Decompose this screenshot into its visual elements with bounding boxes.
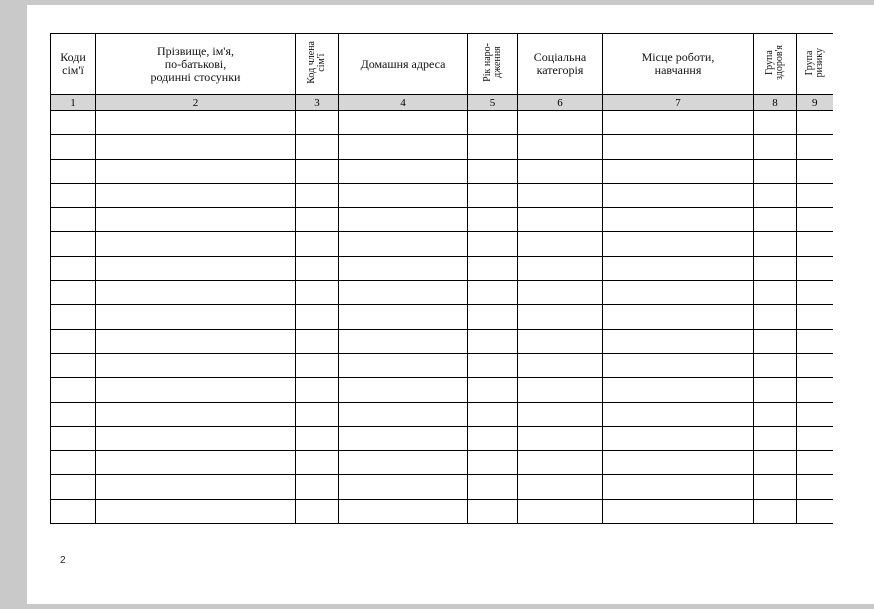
table-cell[interactable] [603, 159, 754, 183]
table-cell[interactable] [51, 499, 96, 523]
table-cell[interactable] [339, 256, 468, 280]
table-cell[interactable] [96, 499, 296, 523]
table-cell[interactable] [754, 378, 797, 402]
column-number: 7 [603, 95, 754, 111]
table-cell[interactable] [754, 135, 797, 159]
table-cell[interactable] [754, 232, 797, 256]
table-cell[interactable] [468, 475, 518, 499]
table-row [51, 426, 833, 450]
table-cell[interactable] [754, 281, 797, 305]
table-cell[interactable] [339, 135, 468, 159]
table-cell[interactable] [518, 402, 603, 426]
table-cell[interactable] [797, 353, 833, 377]
table-cell[interactable] [339, 281, 468, 305]
table-cell[interactable] [468, 135, 518, 159]
table-cell[interactable] [468, 232, 518, 256]
table-cell[interactable] [603, 329, 754, 353]
column-number: 4 [339, 95, 468, 111]
table-cell[interactable] [468, 111, 518, 135]
table-cell[interactable] [754, 329, 797, 353]
col-header-health-group: Група здоров'я [754, 34, 797, 95]
table-cell[interactable] [339, 451, 468, 475]
table-cell[interactable] [339, 208, 468, 232]
table-cell[interactable] [468, 353, 518, 377]
column-number: 2 [96, 95, 296, 111]
table-cell[interactable] [603, 208, 754, 232]
table-cell[interactable] [603, 353, 754, 377]
table-cell[interactable] [51, 426, 96, 450]
table-cell[interactable] [296, 232, 339, 256]
table-row [51, 281, 833, 305]
table-cell[interactable] [468, 329, 518, 353]
table-cell[interactable] [51, 305, 96, 329]
col-header-risk-group: Група ризику [797, 34, 833, 95]
table-cell[interactable] [96, 378, 296, 402]
table-cell[interactable] [797, 183, 833, 207]
col-header-name: Прізвище, ім'я, по-батькові, родинні стосунки [96, 34, 296, 95]
table-cell[interactable] [339, 329, 468, 353]
table-cell[interactable] [797, 426, 833, 450]
table-cell[interactable] [754, 183, 797, 207]
table-row [51, 402, 833, 426]
table-cell[interactable] [468, 159, 518, 183]
table-cell[interactable] [51, 475, 96, 499]
table-cell[interactable] [754, 353, 797, 377]
column-number: 9 [797, 95, 833, 111]
table-cell[interactable] [296, 451, 339, 475]
table-cell[interactable] [468, 499, 518, 523]
table-cell[interactable] [518, 256, 603, 280]
table-cell[interactable] [797, 256, 833, 280]
table-cell[interactable] [51, 402, 96, 426]
table-cell[interactable] [96, 402, 296, 426]
table-cell[interactable] [296, 353, 339, 377]
table-cell[interactable] [96, 232, 296, 256]
table-cell[interactable] [51, 111, 96, 135]
table-cell[interactable] [754, 499, 797, 523]
table-cell[interactable] [96, 159, 296, 183]
table-cell[interactable] [339, 305, 468, 329]
table-cell[interactable] [96, 208, 296, 232]
col-header-family-code: Коди сім'ї [51, 34, 96, 95]
table-cell[interactable] [339, 159, 468, 183]
register-table [50, 33, 833, 524]
table-cell[interactable] [797, 451, 833, 475]
table-cell[interactable] [468, 281, 518, 305]
table-row [51, 135, 833, 159]
table-cell[interactable] [339, 353, 468, 377]
table-cell[interactable] [51, 329, 96, 353]
table-cell[interactable] [339, 475, 468, 499]
table-body [51, 95, 833, 524]
table-cell[interactable] [797, 111, 833, 135]
table-row [51, 353, 833, 377]
table-cell[interactable] [468, 451, 518, 475]
table-cell[interactable] [468, 256, 518, 280]
table-row [51, 111, 833, 135]
table-cell[interactable] [96, 329, 296, 353]
table-cell[interactable] [603, 305, 754, 329]
table-row [51, 329, 833, 353]
table-cell[interactable] [754, 159, 797, 183]
table-cell[interactable] [518, 208, 603, 232]
header-row [51, 34, 833, 95]
table-cell[interactable] [797, 305, 833, 329]
table-row [51, 451, 833, 475]
table-cell[interactable] [296, 111, 339, 135]
table-cell[interactable] [51, 353, 96, 377]
table-row [51, 378, 833, 402]
table-cell[interactable] [296, 281, 339, 305]
table-cell[interactable] [603, 499, 754, 523]
table-cell[interactable] [51, 232, 96, 256]
table-cell[interactable] [468, 378, 518, 402]
table-cell[interactable] [51, 159, 96, 183]
table-cell[interactable] [296, 208, 339, 232]
col-header-social-category: Соціальна категорія [518, 34, 603, 95]
col-header-member-code: Код члена сім'ї [296, 34, 339, 95]
table-cell[interactable] [797, 208, 833, 232]
table-cell[interactable] [468, 402, 518, 426]
table-cell[interactable] [296, 499, 339, 523]
table-cell[interactable] [96, 451, 296, 475]
table-row [51, 256, 833, 280]
table-cell[interactable] [468, 208, 518, 232]
table-cell[interactable] [339, 499, 468, 523]
table-cell[interactable] [51, 451, 96, 475]
table-cell[interactable] [296, 475, 339, 499]
table-cell[interactable] [296, 256, 339, 280]
table-cell[interactable] [797, 329, 833, 353]
table-cell[interactable] [518, 135, 603, 159]
table-cell[interactable] [96, 305, 296, 329]
column-number: 3 [296, 95, 339, 111]
column-number: 8 [754, 95, 797, 111]
table-cell[interactable] [797, 402, 833, 426]
table-row [51, 159, 833, 183]
table-cell[interactable] [339, 232, 468, 256]
table-cell[interactable] [51, 281, 96, 305]
table-cell[interactable] [797, 232, 833, 256]
table-cell[interactable] [518, 451, 603, 475]
table-cell[interactable] [296, 183, 339, 207]
table-cell[interactable] [754, 402, 797, 426]
table-cell[interactable] [296, 159, 339, 183]
table-cell[interactable] [518, 281, 603, 305]
table-cell[interactable] [51, 256, 96, 280]
table-cell[interactable] [603, 111, 754, 135]
table-cell[interactable] [518, 475, 603, 499]
table-cell[interactable] [518, 111, 603, 135]
table-cell[interactable] [603, 281, 754, 305]
table-cell[interactable] [797, 159, 833, 183]
table-cell[interactable] [96, 111, 296, 135]
table-cell[interactable] [603, 475, 754, 499]
table-cell[interactable] [518, 499, 603, 523]
column-number-row [51, 95, 833, 111]
table-row [51, 499, 833, 523]
table-cell[interactable] [96, 281, 296, 305]
table-row [51, 232, 833, 256]
table-cell[interactable] [339, 183, 468, 207]
table-cell[interactable] [296, 402, 339, 426]
col-header-address: Домашня адреса [339, 34, 468, 95]
table-cell[interactable] [96, 183, 296, 207]
document-page [27, 5, 874, 604]
table-cell[interactable] [51, 378, 96, 402]
table-cell[interactable] [339, 402, 468, 426]
table-cell[interactable] [51, 208, 96, 232]
table-cell[interactable] [296, 305, 339, 329]
table-row [51, 208, 833, 232]
table-cell[interactable] [518, 232, 603, 256]
table-cell[interactable] [468, 305, 518, 329]
table-cell[interactable] [754, 111, 797, 135]
column-number: 5 [468, 95, 518, 111]
table-cell[interactable] [603, 378, 754, 402]
table-cell[interactable] [754, 256, 797, 280]
table-row [51, 305, 833, 329]
table-cell[interactable] [296, 378, 339, 402]
table-cell[interactable] [797, 475, 833, 499]
table-cell[interactable] [518, 159, 603, 183]
table-cell[interactable] [754, 208, 797, 232]
table-cell[interactable] [518, 183, 603, 207]
table-cell[interactable] [603, 426, 754, 450]
table-cell[interactable] [603, 183, 754, 207]
table-cell[interactable] [518, 353, 603, 377]
table-cell[interactable] [603, 135, 754, 159]
table-cell[interactable] [518, 329, 603, 353]
column-number: 6 [518, 95, 603, 111]
table-cell[interactable] [296, 329, 339, 353]
table-cell[interactable] [51, 183, 96, 207]
table-cell[interactable] [603, 402, 754, 426]
table-cell[interactable] [96, 426, 296, 450]
table-cell[interactable] [518, 378, 603, 402]
column-number: 1 [51, 95, 96, 111]
table-cell[interactable] [468, 426, 518, 450]
table-cell[interactable] [296, 135, 339, 159]
table-cell[interactable] [96, 135, 296, 159]
table-row [51, 183, 833, 207]
table-row [51, 475, 833, 499]
table-cell[interactable] [518, 426, 603, 450]
table-cell[interactable] [339, 378, 468, 402]
table-cell[interactable] [603, 451, 754, 475]
table-cell[interactable] [754, 305, 797, 329]
table-cell[interactable] [468, 183, 518, 207]
table-cell[interactable] [603, 256, 754, 280]
table-cell[interactable] [754, 475, 797, 499]
table-cell[interactable] [51, 135, 96, 159]
table-cell[interactable] [603, 232, 754, 256]
table-cell[interactable] [296, 426, 339, 450]
table-cell[interactable] [754, 426, 797, 450]
col-header-birth-year: Рік наро- дження [468, 34, 518, 95]
table-cell[interactable] [518, 305, 603, 329]
table-cell[interactable] [797, 281, 833, 305]
table-cell[interactable] [96, 256, 296, 280]
page-number: 2 [60, 555, 66, 566]
table-cell[interactable] [797, 499, 833, 523]
table-cell[interactable] [754, 451, 797, 475]
table-cell[interactable] [96, 475, 296, 499]
table-cell[interactable] [339, 111, 468, 135]
table-cell[interactable] [797, 135, 833, 159]
col-header-workplace: Місце роботи, навчання [603, 34, 754, 95]
table-cell[interactable] [339, 426, 468, 450]
table-cell[interactable] [797, 378, 833, 402]
table-cell[interactable] [96, 353, 296, 377]
